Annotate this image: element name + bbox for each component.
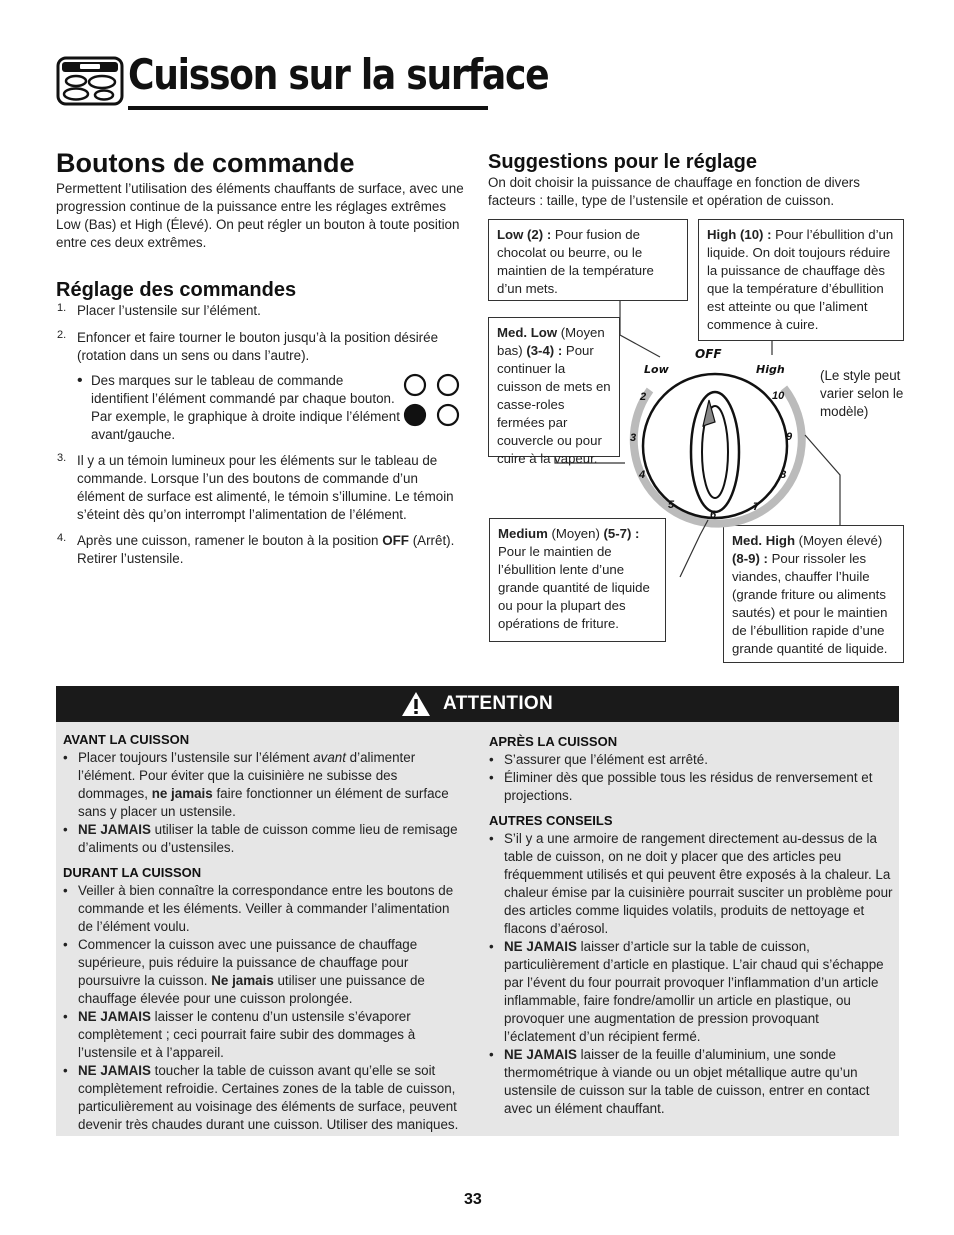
other-item-1: • S’il y a une armoire de rangement directement au-dessus de la table de cuisson, on ne doit y placer que des articles peu fréquemment utilisés et qui peuvent être exposés à la chaleur. La chaleur émise par la cuisinière pourrait susciter un problème pour des articles comme liquides volatils, produits de nettoyage et flacons d’aérosol.: [489, 830, 894, 938]
during-item-4: • NE JAMAIS toucher la table de cuisson avant qu’elle se soit complètement refroidie. Certaines zones de la table de cuisson, particulièrement au voisinage des éléments de surface, peuvent devenir très chaudes durant une cuisson. Utiliser des maniques.: [63, 1062, 467, 1134]
dial-mark-9: 9: [786, 431, 793, 443]
dial-mark-7: 7: [753, 501, 760, 513]
dial-mark-8: 8: [780, 469, 787, 481]
during-list: [63, 882, 467, 1134]
title-rule: [128, 106, 488, 110]
dial-off-label: OFF: [695, 347, 722, 361]
before-item-2: • NE JAMAIS utiliser la table de cuisson comme lieu de remisage d’aliments ou d’ustensiles.: [63, 821, 467, 857]
step-3: 3. Il y a un témoin lumineux pour les éléments sur le tableau de commande. Lorsque l’un des boutons de commande d’un élément de surface est alimenté, le témoin s’illumine. Le témoin s’éteint dès qu’on interrompt l’alimentation de l’élément.: [57, 452, 454, 522]
other-item-3: • NE JAMAIS laisser de la feuille d’aluminium, une sonde thermométrique à viande ou un objet métallique autre qu’un ustensile de cuisson sur la table de cuisson, entrer en contact avec un élément chauffant.: [489, 1046, 894, 1118]
step-4: 4. Après une cuisson, ramener le bouton à la position OFF (Arrêt). Retirer l’ustensile.: [57, 532, 455, 566]
callout-leaders: [540, 295, 860, 585]
during-item-3: • NE JAMAIS laisser le contenu d’un ustensile s’évaporer complètement ; ceci pourrait faire subir des dommages à l’ustensile et à l’appareil.: [63, 1008, 467, 1062]
after-item-1: • S’assurer que l’élément est arrêté.: [489, 751, 894, 769]
dial-mark-5: 5: [668, 499, 675, 511]
medium-callout: Medium (Moyen) (5-7) : Pour le maintien de l’ébullition lente d’une grande quantité de liquide ou pour la plupart des opérations de friture.: [489, 518, 666, 642]
before-heading: AVANT LA CUISSON: [63, 732, 190, 747]
during-item-2: • Commencer la cuisson avec une puissance de chauffage supérieure, puis réduire la puissance de chauffage pour poursuivre la cuisson. Ne jamais utiliser une puissance de chauffage élevée pour une cuisson prolongée.: [63, 936, 467, 1008]
before-item-1: • Placer toujours l’ustensile sur l’élément avant d’alimenter l’élément. Pour éviter que la cuisinière ne subisse des dommages, ne jamais faire fonctionner un élément de surface sans y placer un ustensile.: [63, 749, 467, 821]
cooktop-icon: [56, 56, 124, 106]
after-list: [489, 751, 894, 805]
step-2: 2. Enfoncer et faire tourner le bouton jusqu’à la position désirée (rotation dans un sens ou dans l’autre).: [57, 329, 439, 363]
controls-heading: Boutons de commande: [56, 148, 355, 178]
step-bullet: • Des marques sur le tableau de commande identifient l’élément commandé par chaque bouton. Par exemple, le graphique à droite indique l’élément avant/gauche.: [77, 372, 400, 442]
low-callout: Low (2) : Pour fusion de chocolat ou beurre, ou le maintien de la température d’un mets.: [488, 219, 688, 301]
setting-heading: Réglage des commandes: [56, 279, 297, 301]
dial-mark-10: 10: [772, 390, 785, 402]
dial-high-label: High: [756, 363, 785, 376]
attention-label: ATTENTION: [443, 693, 554, 714]
after-item-2: • Éliminer dès que possible tous les résidus de renversement et projections.: [489, 769, 894, 805]
high-callout: High (10) : Pour l’ébullition d’un liquide. On doit toujours réduire la puissance de chauffage dès que la température d’ébullition est atteinte ou que l’aliment commence à cuire.: [698, 219, 904, 341]
other-item-2: • NE JAMAIS laisser d’article sur la table de cuisson, particulièrement d’article en plastique. L’air chaud qui s’échappe par l’évent du four pourrait provoquer l’inflammation d’un article inflammable, faire fondre/amollir un article en plastique, ou provoquer une augmentation de pression provoquant l’éclatement d’un récipient fermé.: [489, 938, 894, 1046]
step-1: 1. Placer l’ustensile sur l’élément.: [57, 302, 261, 318]
medhigh-callout: Med. High (Moyen élevé) (8-9) : Pour rissoler les viandes, chauffer l’huile (grande friture ou aliments sautés) et pour le maintien de l’ébullition rapide d’une grande quantité de liquide.: [723, 525, 904, 663]
dial-low-label: Low: [644, 363, 669, 376]
medlow-callout: Med. Low (Moyen bas) (3-4) : Pour continuer la cuisson de mets en casse-roles fermées par couvercle ou pour cuire à la vapeur.: [488, 317, 620, 457]
during-item-1: • Veiller à bien connaître la correspondance entre les boutons de commande et les éléments. Veiller à commander l’alimentation de l’élément voulu.: [63, 882, 467, 936]
style-note: (Le style peut varier selon le modèle): [820, 368, 904, 419]
dial-mark-3: 3: [630, 432, 637, 444]
other-list: [489, 830, 894, 1118]
dial-mark-4: 4: [639, 469, 646, 481]
before-list: [63, 749, 467, 857]
dial-mark-2: 2: [640, 391, 647, 403]
controls-intro: Permettent l’utilisation des éléments chauffants de surface, avec une progression continue de la puissance entre les réglages extrêmes Low (Bas) et High (Élevé). On peut régler un bouton à toute position entre ces deux extrêmes.: [56, 181, 464, 250]
during-heading: DURANT LA CUISSON: [63, 865, 202, 880]
after-heading: APRÈS LA CUISSON: [489, 734, 618, 749]
suggestions-intro: On doit choisir la puissance de chauffage en fonction de divers facteurs : taille, type de l’ustensile et opération de cuisson.: [488, 175, 860, 208]
burner-indicator-icon: [402, 372, 462, 430]
dial-mark-6: 6: [710, 509, 717, 521]
other-heading: AUTRES CONSEILS: [489, 813, 613, 828]
page-title: Cuisson sur la surface: [128, 50, 549, 99]
warning-icon: [400, 690, 432, 718]
page-number: 33: [464, 1191, 482, 1208]
suggestions-heading: Suggestions pour le réglage: [488, 151, 757, 173]
